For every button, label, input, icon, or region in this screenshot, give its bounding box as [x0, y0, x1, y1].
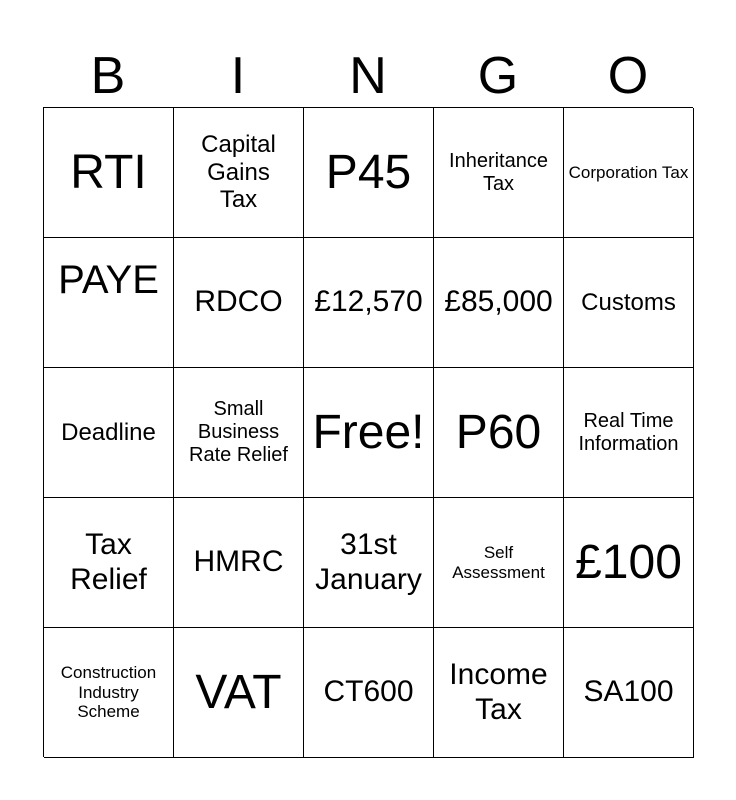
bingo-cell[interactable]	[304, 498, 434, 628]
bingo-cell[interactable]	[304, 238, 434, 368]
cell-text: SA100	[583, 675, 674, 709]
cell-text: Deadline	[61, 418, 156, 446]
bingo-cell[interactable]	[434, 368, 564, 498]
cell-text: Customs	[581, 288, 676, 316]
bingo-cell[interactable]	[44, 238, 174, 368]
bingo-cell[interactable]	[434, 108, 564, 238]
cell-text: Self Assessment	[452, 542, 545, 582]
bingo-cell[interactable]	[304, 368, 434, 498]
cell-text: Construction Industry Scheme	[60, 663, 157, 722]
cell-text: CT600	[323, 675, 414, 709]
cell-text: RDCO	[194, 285, 283, 319]
cell-text: P45	[325, 145, 412, 199]
bingo-cell[interactable]	[434, 238, 564, 368]
header-letter-n: N	[349, 47, 387, 105]
header-letter-i: I	[230, 47, 246, 105]
bingo-cell[interactable]	[174, 238, 304, 368]
bingo-cell[interactable]	[174, 498, 304, 628]
bingo-cell[interactable]	[44, 628, 174, 758]
cell-text: £85,000	[444, 285, 553, 319]
bingo-header	[43, 44, 693, 108]
cell-text: Corporation Tax	[568, 162, 689, 182]
cell-text: Real Time Information	[578, 409, 679, 455]
header-letter-b: B	[90, 47, 126, 105]
bingo-cell[interactable]	[304, 628, 434, 758]
header-letter-g: G	[477, 47, 519, 105]
cell-text: RTI	[70, 145, 147, 199]
bingo-cell[interactable]	[434, 628, 564, 758]
cell-text: Small Business Rate Relief	[189, 398, 288, 466]
cell-text: Inheritance Tax	[449, 149, 548, 195]
bingo-cell[interactable]	[564, 628, 694, 758]
bingo-cell[interactable]	[564, 108, 694, 238]
bingo-cell[interactable]	[44, 368, 174, 498]
bingo-cell[interactable]	[564, 368, 694, 498]
bingo-cell[interactable]	[44, 498, 174, 628]
cell-text: Capital Gains Tax	[201, 131, 276, 214]
bingo-cell[interactable]	[564, 238, 694, 368]
header-letter-o: O	[607, 47, 649, 105]
bingo-cell[interactable]	[564, 498, 694, 628]
bingo-cell[interactable]	[434, 498, 564, 628]
cell-text: Free!	[312, 405, 425, 459]
cell-text: P60	[455, 405, 542, 459]
bingo-board	[43, 107, 693, 757]
cell-text: £100	[575, 535, 682, 589]
cell-text: VAT	[195, 665, 282, 719]
cell-text: Tax Relief	[70, 528, 147, 596]
bingo-cell[interactable]	[174, 108, 304, 238]
bingo-cell[interactable]	[44, 108, 174, 238]
cell-text: 31st January	[315, 528, 422, 596]
bingo-cell[interactable]	[174, 628, 304, 758]
cell-text: HMRC	[193, 545, 284, 579]
cell-text: £12,570	[314, 285, 423, 319]
cell-text: PAYE	[58, 257, 159, 302]
bingo-cell[interactable]	[174, 368, 304, 498]
bingo-cell[interactable]	[304, 108, 434, 238]
cell-text: Income Tax	[449, 658, 548, 726]
